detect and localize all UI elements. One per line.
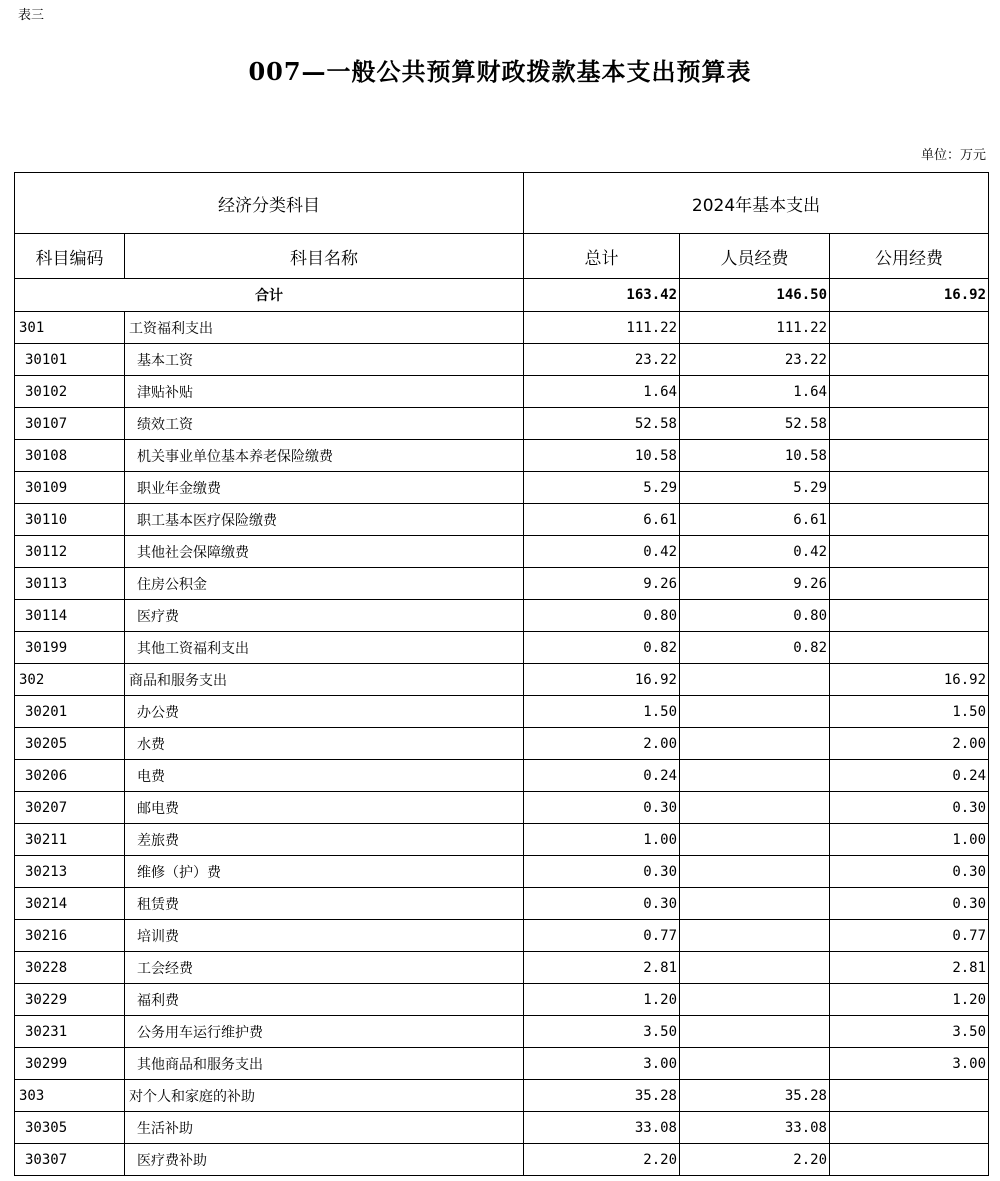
row-personnel: 5.29 <box>680 472 830 504</box>
header-public: 公用经费 <box>830 234 989 279</box>
row-total: 3.50 <box>524 1016 680 1048</box>
table-row <box>15 504 989 536</box>
row-public: 1.50 <box>830 696 989 728</box>
row-total: 9.26 <box>524 568 680 600</box>
row-name: 对个人和家庭的补助 <box>125 1080 524 1112</box>
row-personnel <box>680 920 830 952</box>
row-total: 1.20 <box>524 984 680 1016</box>
table-row <box>15 920 989 952</box>
row-code: 30112 <box>15 536 125 568</box>
row-code: 30213 <box>15 856 125 888</box>
row-public: 3.50 <box>830 1016 989 1048</box>
table-row <box>15 408 989 440</box>
table-row <box>15 600 989 632</box>
row-personnel <box>680 1048 830 1080</box>
table-row <box>15 440 989 472</box>
row-code: 30109 <box>15 472 125 504</box>
table-row <box>15 728 989 760</box>
row-name: 职业年金缴费 <box>125 472 524 504</box>
row-name: 邮电费 <box>125 792 524 824</box>
row-name: 公务用车运行维护费 <box>125 1016 524 1048</box>
row-personnel: 0.80 <box>680 600 830 632</box>
row-name: 机关事业单位基本养老保险缴费 <box>125 440 524 472</box>
table-row <box>15 1048 989 1080</box>
row-name: 培训费 <box>125 920 524 952</box>
row-personnel <box>680 728 830 760</box>
row-total: 35.28 <box>524 1080 680 1112</box>
row-personnel <box>680 1016 830 1048</box>
header-name: 科目名称 <box>125 234 524 279</box>
row-code: 30299 <box>15 1048 125 1080</box>
row-name: 维修（护）费 <box>125 856 524 888</box>
row-personnel: 35.28 <box>680 1080 830 1112</box>
row-name: 水费 <box>125 728 524 760</box>
row-total: 5.29 <box>524 472 680 504</box>
row-public: 2.00 <box>830 728 989 760</box>
table-row <box>15 472 989 504</box>
table-row <box>15 888 989 920</box>
row-name: 电费 <box>125 760 524 792</box>
row-name: 医疗费 <box>125 600 524 632</box>
row-name: 办公费 <box>125 696 524 728</box>
row-public <box>830 440 989 472</box>
table-row <box>15 760 989 792</box>
table-number-label: 表三 <box>18 8 45 23</box>
row-personnel: 111.22 <box>680 312 830 344</box>
row-code: 30108 <box>15 440 125 472</box>
row-public: 2.81 <box>830 952 989 984</box>
row-public <box>830 504 989 536</box>
row-code: 303 <box>15 1080 125 1112</box>
row-personnel <box>680 664 830 696</box>
table-row <box>15 664 989 696</box>
header-column-row <box>15 234 989 279</box>
row-total: 2.00 <box>524 728 680 760</box>
row-code: 30307 <box>15 1144 125 1176</box>
row-code: 30214 <box>15 888 125 920</box>
table-row <box>15 568 989 600</box>
header-group-row <box>15 173 989 234</box>
row-total: 0.42 <box>524 536 680 568</box>
row-total: 2.81 <box>524 952 680 984</box>
row-code: 30206 <box>15 760 125 792</box>
row-total: 0.80 <box>524 600 680 632</box>
row-public <box>830 344 989 376</box>
row-total: 52.58 <box>524 408 680 440</box>
row-name: 工会经费 <box>125 952 524 984</box>
row-public <box>830 600 989 632</box>
row-public: 0.30 <box>830 792 989 824</box>
row-personnel <box>680 760 830 792</box>
row-code: 30211 <box>15 824 125 856</box>
total-personnel: 146.50 <box>680 279 830 312</box>
row-public <box>830 1144 989 1176</box>
table-row <box>15 632 989 664</box>
row-personnel <box>680 888 830 920</box>
row-total: 0.30 <box>524 856 680 888</box>
row-name: 商品和服务支出 <box>125 664 524 696</box>
row-code: 30205 <box>15 728 125 760</box>
row-personnel: 10.58 <box>680 440 830 472</box>
row-personnel: 52.58 <box>680 408 830 440</box>
row-public <box>830 568 989 600</box>
row-total: 1.50 <box>524 696 680 728</box>
row-total: 2.20 <box>524 1144 680 1176</box>
row-public <box>830 376 989 408</box>
row-code: 30207 <box>15 792 125 824</box>
row-total: 10.58 <box>524 440 680 472</box>
header-total: 总计 <box>524 234 680 279</box>
row-personnel <box>680 824 830 856</box>
row-name: 福利费 <box>125 984 524 1016</box>
row-name: 其他商品和服务支出 <box>125 1048 524 1080</box>
row-total: 6.61 <box>524 504 680 536</box>
row-name: 差旅费 <box>125 824 524 856</box>
row-code: 30201 <box>15 696 125 728</box>
row-total: 0.82 <box>524 632 680 664</box>
total-row <box>15 279 989 312</box>
row-code: 30228 <box>15 952 125 984</box>
row-personnel <box>680 856 830 888</box>
table-row <box>15 984 989 1016</box>
row-name: 住房公积金 <box>125 568 524 600</box>
row-personnel: 0.42 <box>680 536 830 568</box>
row-personnel: 9.26 <box>680 568 830 600</box>
row-name: 职工基本医疗保险缴费 <box>125 504 524 536</box>
row-name: 租赁费 <box>125 888 524 920</box>
row-personnel: 23.22 <box>680 344 830 376</box>
row-total: 0.30 <box>524 792 680 824</box>
table-row <box>15 376 989 408</box>
table-row <box>15 344 989 376</box>
row-code: 30110 <box>15 504 125 536</box>
unit-label: 单位：万元 <box>920 148 986 163</box>
table-row <box>15 1112 989 1144</box>
row-public <box>830 408 989 440</box>
row-total: 0.24 <box>524 760 680 792</box>
row-code: 30231 <box>15 1016 125 1048</box>
table-row <box>15 1080 989 1112</box>
row-public: 0.24 <box>830 760 989 792</box>
header-economic-category: 经济分类科目 <box>15 173 524 234</box>
row-public <box>830 1080 989 1112</box>
header-personnel: 人员经费 <box>680 234 830 279</box>
row-public: 0.77 <box>830 920 989 952</box>
row-total: 3.00 <box>524 1048 680 1080</box>
row-personnel: 0.82 <box>680 632 830 664</box>
row-public: 1.20 <box>830 984 989 1016</box>
budget-table <box>14 172 989 1176</box>
row-name: 基本工资 <box>125 344 524 376</box>
row-name: 生活补助 <box>125 1112 524 1144</box>
table-row <box>15 1016 989 1048</box>
row-total: 111.22 <box>524 312 680 344</box>
row-code: 30102 <box>15 376 125 408</box>
row-personnel <box>680 984 830 1016</box>
row-public: 0.30 <box>830 856 989 888</box>
row-code: 301 <box>15 312 125 344</box>
row-personnel: 6.61 <box>680 504 830 536</box>
row-code: 30107 <box>15 408 125 440</box>
row-public: 3.00 <box>830 1048 989 1080</box>
row-code: 30305 <box>15 1112 125 1144</box>
row-public <box>830 632 989 664</box>
table-row <box>15 696 989 728</box>
row-code: 30229 <box>15 984 125 1016</box>
total-label: 合计 <box>15 279 524 312</box>
header-code: 科目编码 <box>15 234 125 279</box>
table-row <box>15 312 989 344</box>
row-name: 津贴补贴 <box>125 376 524 408</box>
row-name: 绩效工资 <box>125 408 524 440</box>
row-personnel: 33.08 <box>680 1112 830 1144</box>
row-total: 1.64 <box>524 376 680 408</box>
row-public: 16.92 <box>830 664 989 696</box>
row-code: 302 <box>15 664 125 696</box>
row-total: 0.30 <box>524 888 680 920</box>
table-row <box>15 824 989 856</box>
table-row <box>15 536 989 568</box>
row-public <box>830 1112 989 1144</box>
row-name: 其他工资福利支出 <box>125 632 524 664</box>
row-public: 1.00 <box>830 824 989 856</box>
row-code: 30101 <box>15 344 125 376</box>
row-public <box>830 472 989 504</box>
table-row <box>15 792 989 824</box>
row-code: 30114 <box>15 600 125 632</box>
row-personnel <box>680 952 830 984</box>
row-name: 医疗费补助 <box>125 1144 524 1176</box>
row-public: 0.30 <box>830 888 989 920</box>
row-name: 其他社会保障缴费 <box>125 536 524 568</box>
row-total: 0.77 <box>524 920 680 952</box>
row-public <box>830 536 989 568</box>
row-public <box>830 312 989 344</box>
table-row <box>15 1144 989 1176</box>
row-code: 30199 <box>15 632 125 664</box>
row-total: 16.92 <box>524 664 680 696</box>
page-title: 007—一般公共预算财政拨款基本支出预算表 <box>248 57 752 86</box>
row-personnel: 1.64 <box>680 376 830 408</box>
header-basic-expenditure: 2024年基本支出 <box>524 173 989 234</box>
table-row <box>15 856 989 888</box>
row-total: 33.08 <box>524 1112 680 1144</box>
total-sum: 163.42 <box>524 279 680 312</box>
table-row <box>15 952 989 984</box>
row-personnel: 2.20 <box>680 1144 830 1176</box>
row-name: 工资福利支出 <box>125 312 524 344</box>
row-total: 23.22 <box>524 344 680 376</box>
row-total: 1.00 <box>524 824 680 856</box>
total-public: 16.92 <box>830 279 989 312</box>
row-code: 30113 <box>15 568 125 600</box>
row-code: 30216 <box>15 920 125 952</box>
row-personnel <box>680 696 830 728</box>
row-personnel <box>680 792 830 824</box>
